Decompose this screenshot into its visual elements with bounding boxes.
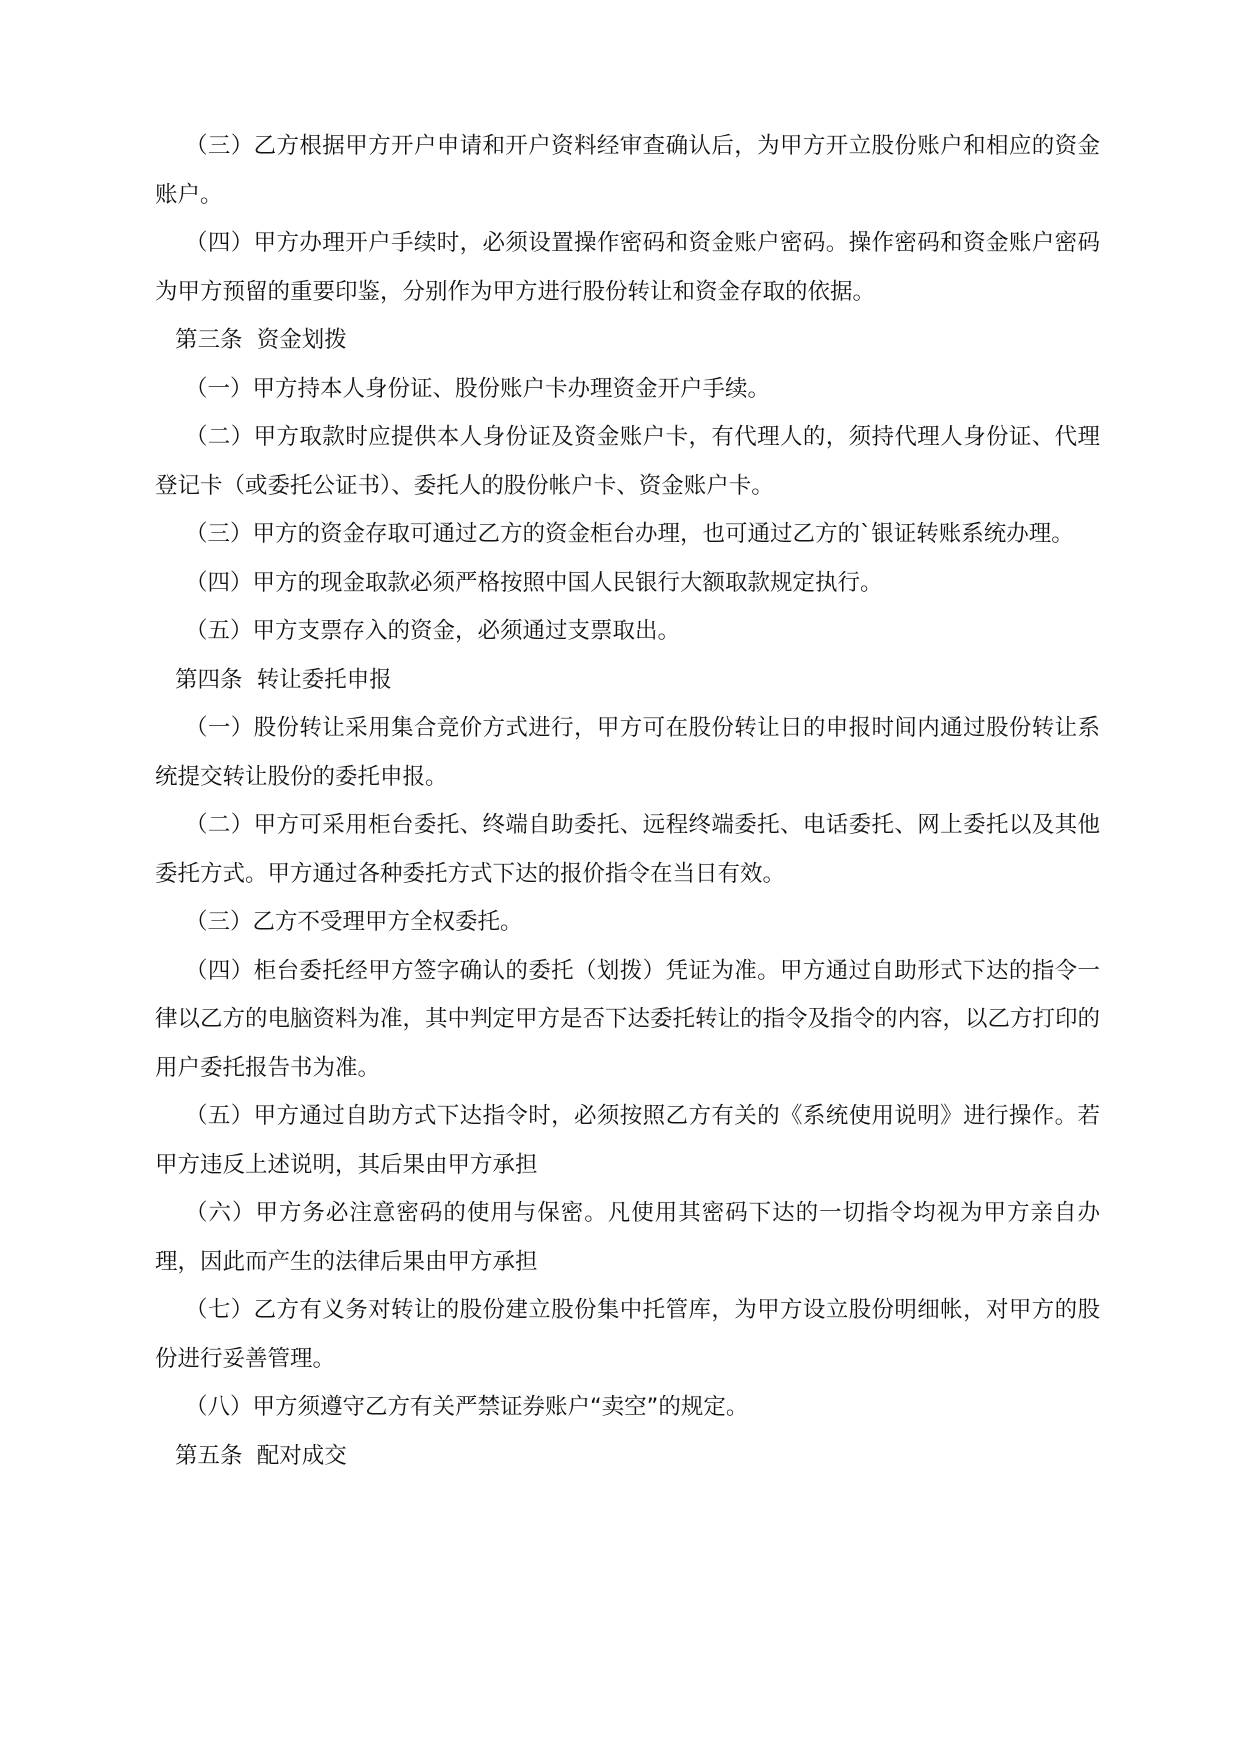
paragraph-entrust-methods: （二）甲方可采用柜台委托、终端自助委托、远程终端委托、电话委托、网上委托以及其他委托方式。甲方通过各种委托方式下达的报价指令在当日有效。: [155, 812, 1100, 887]
paragraph-withdrawal-id: （二）甲方取款时应提供本人身份证及资金账户卡，有代理人的，须持代理人身份证、代理登记卡（或委托公证书）、委托人的股份帐户卡、资金账户卡。: [155, 424, 1100, 499]
paragraph-cash-withdrawal: （四）甲方的现金取款必须严格按照中国人民银行大额取款规定执行。: [185, 569, 883, 596]
paragraph-no-short-selling: （八）甲方须遵守乙方有关严禁证券账户“卖空”的规定。: [185, 1394, 749, 1420]
paragraph-cheque-deposit: （五）甲方支票存入的资金，必须通过支票取出。: [185, 618, 681, 644]
paragraph-self-service: （五）甲方通过自助方式下达指令时，必须按照乙方有关的《系统使用说明》进行操作。若甲方违反上述说明，其后果由甲方承担: [155, 1103, 1100, 1178]
paragraph-password-setup: （四）甲方办理开户手续时，必须设置操作密码和资金账户密码。操作密码和资金账户密码为甲方预留的重要印鉴，分别作为甲方进行股份转让和资金存取的依据。: [155, 230, 1100, 305]
paragraph-counter-entrust: （四）柜台委托经甲方签字确认的委托（划拨）凭证为准。甲方通过自助形式下达的指令一律以乙方的电脑资料为准，其中判定甲方是否下达委托转让的指令及指令的内容，以乙方打印的用户委托报告书为准。: [155, 957, 1101, 1081]
paragraph-call-auction: （一）股份转让采用集合竞价方式进行，甲方可在股份转让日的申报时间内通过股份转让系统提交转让股份的委托申报。: [155, 715, 1100, 790]
article-4-heading: 第四条 转让委托申报: [175, 666, 392, 693]
paragraph-fund-access: （三）甲方的资金存取可通过乙方的资金柜台办理，也可通过乙方的`银证转账系统办理。: [185, 521, 1074, 547]
paragraph-account-opening: （三）乙方根据甲方开户申请和开户资料经审查确认后，为甲方开立股份账户和相应的资金账户。: [155, 133, 1100, 208]
article-3-heading: 第三条 资金划拨: [175, 327, 347, 353]
paragraph-custody: （七）乙方有义务对转让的股份建立股份集中托管库，为甲方设立股份明细帐，对甲方的股份进行妥善管理。: [155, 1297, 1100, 1372]
paragraph-password-secrecy: （六）甲方务必注意密码的使用与保密。凡使用其密码下达的一切指令均视为甲方亲自办理，因此而产生的法律后果由甲方承担: [155, 1200, 1100, 1275]
paragraph-no-discretionary: （三）乙方不受理甲方全权委托。: [185, 909, 523, 935]
paragraph-fund-opening: （一）甲方持本人身份证、股份账户卡办理资金开户手续。: [185, 375, 771, 402]
article-5-heading: 第五条 配对成交: [175, 1442, 347, 1469]
document-body: [155, 122, 1100, 1480]
